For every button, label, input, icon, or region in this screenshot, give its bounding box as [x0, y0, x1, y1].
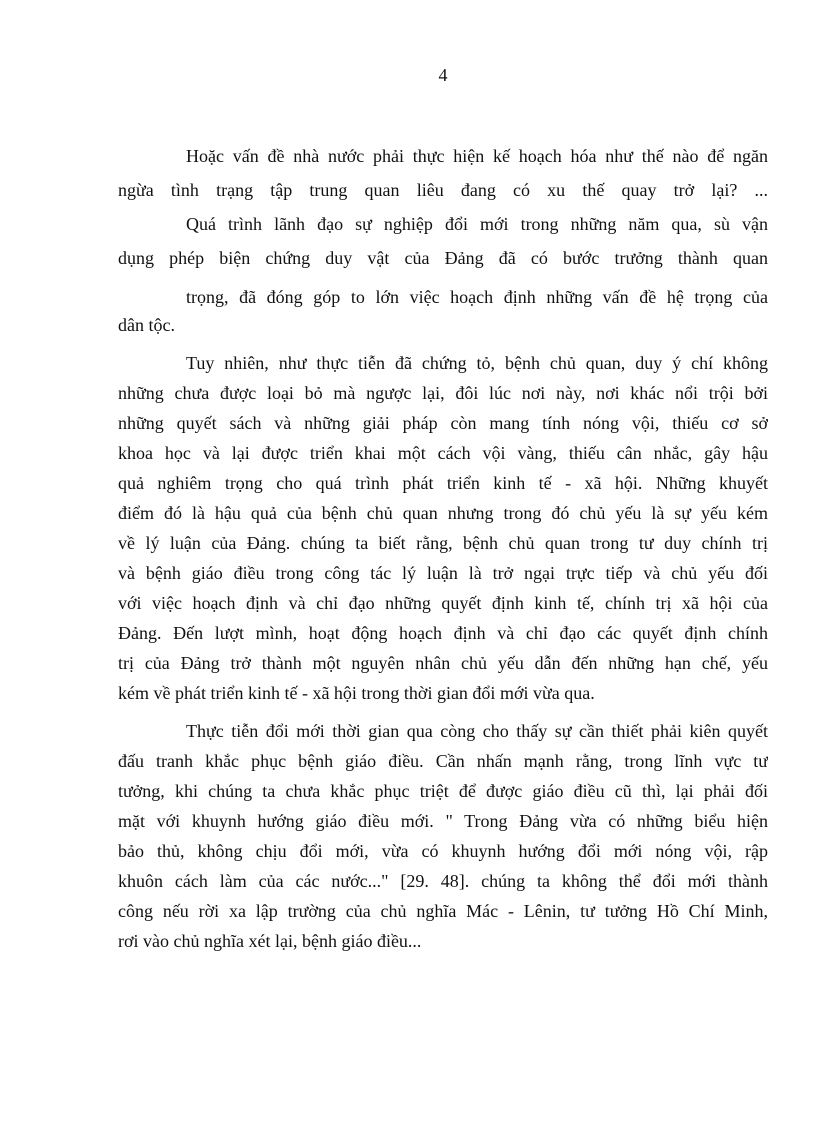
text-line: Quá trình lãnh đạo sự nghiệp đổi mới trong những năm qua, sù vận	[186, 214, 768, 234]
text-line: kém về phát triển kinh tế - xã hội trong thời gian đổi mới vừa qua.	[118, 683, 595, 703]
text-line: Hoặc vấn đề nhà nước phải thực hiện kế hoạch hóa như thế nào để ngăn	[186, 146, 768, 166]
page-number: 4	[438, 65, 448, 85]
text-line: tưởng, khi chúng ta chưa khắc phục triệt để được giáo điều cũ thì, lại phải đối	[118, 781, 768, 801]
text-line: Thực tiễn đổi mới thời gian qua còng cho thấy sự cần thiết phải kiên quyết	[186, 721, 768, 741]
text-line: khoa học và lại được triển khai một cách vội vàng, thiếu cân nhắc, gây hậu	[118, 443, 768, 463]
text-line: những quyết sách và những giải pháp còn mang tính nóng vội, thiếu cơ sở	[118, 413, 768, 433]
text-line: những chưa được loại bỏ mà ngược lại, đôi lúc nơi này, nơi khác nổi trội bởi	[118, 383, 768, 403]
text-line: ngừa tình trạng tập trung quan liêu đang có xu thế quay trở lại? ...	[118, 180, 768, 200]
text-line: Tuy nhiên, như thực tiễn đã chứng tỏ, bệnh chủ quan, duy ý chí không	[186, 353, 768, 373]
text-line: khuôn cách làm của các nước..." [29. 48]. chúng ta không thể đổi mới thành	[118, 871, 768, 891]
text-line: rơi vào chủ nghĩa xét lại, bệnh giáo điều...	[118, 931, 422, 951]
text-line: công nếu rời xa lập trường của chủ nghĩa Mác - Lênin, tư tưởng Hồ Chí Minh,	[118, 901, 768, 921]
text-line: và bệnh giáo điều trong công tác lý luận là trở ngại trực tiếp và chủ yếu đối	[118, 563, 768, 583]
text-line: trị của Đảng trở thành một nguyên nhân chủ yếu dẫn đến những hạn chế, yếu	[118, 653, 768, 673]
text-line: với việc hoạch định và chỉ đạo những quyết định kinh tế, chính trị xã hội của	[118, 593, 768, 613]
text-line: trọng, đã đóng góp to lớn việc hoạch định những vấn đề hệ trọng của	[186, 287, 768, 307]
text-line: Đảng. Đến lượt mình, hoạt động hoạch định và chỉ đạo các quyết định chính	[118, 623, 768, 643]
text-line: đấu tranh khắc phục bệnh giáo điều. Cần nhấn mạnh rằng, trong lĩnh vực tư	[118, 751, 768, 771]
text-line: dụng phép biện chứng duy vật của Đảng đã có bước trưởng thành quan	[118, 248, 768, 268]
text-line: điểm đó là hậu quả của bệnh chủ quan nhưng trong đó chủ yếu là sự yếu kém	[118, 503, 768, 523]
text-line: quả nghiêm trọng cho quá trình phát triển kinh tế - xã hội. Những khuyết	[118, 473, 768, 493]
text-line: về lý luận của Đảng. chúng ta biết rằng, bệnh chủ quan trong tư duy chính trị	[118, 533, 768, 553]
text-line: dân tộc.	[118, 315, 175, 335]
text-line: mặt với khuynh hướng giáo điều mới. " Trong Đảng vừa có những biểu hiện	[118, 811, 768, 831]
text-line: bảo thủ, không chịu đổi mới, vừa có khuynh hướng đổi mới nóng vội, rập	[118, 841, 768, 861]
